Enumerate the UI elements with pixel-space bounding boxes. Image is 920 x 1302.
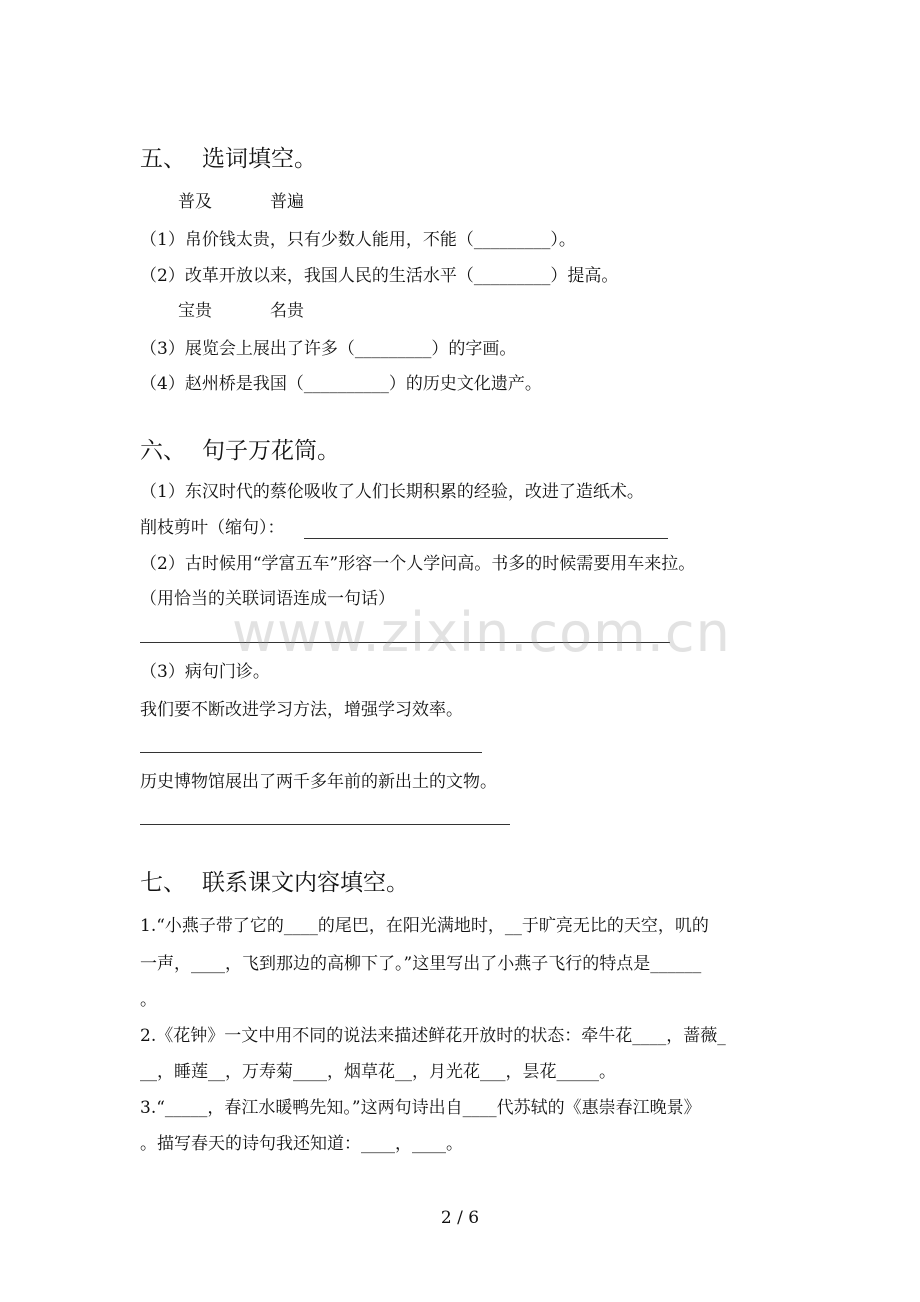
s6-question-1: （1）东汉时代的蔡伦吸收了人们长期积累的经验，改进了造纸术。: [140, 482, 644, 502]
word-choice-2a: 宝贵: [178, 301, 212, 321]
answer-line-3: [140, 752, 482, 753]
s7-q2-line-1: 2.《花钟》一文中用不同的说法来描述鲜花开放时的状态：牵牛花____，蔷薇_: [140, 1026, 726, 1046]
s7-q3-line-1: 3.“_____，春江水暖鸭先知。”这两句诗出自____代苏轼的《惠崇春江晚景》: [140, 1098, 701, 1118]
word-choice-2b: 名贵: [270, 301, 304, 321]
s6-question-2-note: （用恰当的关联词语连成一句话）: [140, 589, 395, 609]
s6-sentence-1: 我们要不断改进学习方法，增强学习效率。: [140, 700, 463, 720]
s6-question-3: （3）病句门诊。: [140, 662, 270, 682]
s7-q3-line-2: 。描写春天的诗句我还知道：____，____。: [140, 1134, 463, 1154]
s5-question-2: （2）改革开放以来，我国人民的生活水平（_________）提高。: [140, 266, 619, 286]
word-choice-1a: 普及: [178, 192, 212, 212]
s7-q1-line-3: 。: [140, 990, 157, 1010]
s6-question-1-prompt: 削枝剪叶（缩句）：: [140, 518, 285, 538]
answer-line-1: [304, 538, 668, 539]
section-5-heading: [140, 144, 317, 174]
s5-question-3: （3）展览会上展出了许多（_________）的字画。: [140, 339, 517, 359]
section-7-heading: [140, 868, 409, 898]
s7-q2-line-2: __，睡莲__，万寿菊____，烟草花__，月光花___，昙花_____。: [140, 1062, 616, 1082]
page-number: 2 / 6: [440, 1208, 480, 1228]
word-choice-1b: 普遍: [270, 192, 304, 212]
watermark: www.zixin.com.cn: [232, 601, 731, 664]
s5-question-1: （1）帛价钱太贵，只有少数人能用，不能（_________）。: [140, 230, 576, 250]
s6-sentence-2: 历史博物馆展出了两千多年前的新出土的文物。: [140, 772, 497, 792]
s5-question-4: （4）赵州桥是我国（__________）的历史文化遗产。: [140, 374, 542, 394]
section-6-heading: [140, 436, 340, 466]
section-5-number: 五、: [140, 146, 186, 172]
s7-q1-line-1: 1.“小燕子带了它的____的尾巴，在阳光满地时，__于旷亮无比的天空，叽的: [140, 916, 709, 936]
section-6-title: 句子万花筒。: [202, 438, 340, 464]
section-7-title: 联系课文内容填空。: [202, 870, 409, 896]
section-6-number: 六、: [140, 438, 186, 464]
answer-line-4: [140, 824, 510, 825]
section-7-number: 七、: [140, 870, 186, 896]
s7-q1-line-2: 一声，____，飞到那边的高柳下了。”这里写出了小燕子飞行的特点是______: [140, 954, 702, 974]
s6-question-2: （2）古时候用“学富五车”形容一个人学问高。书多的时候需要用车来拉。: [140, 554, 696, 574]
section-5-title: 选词填空。: [202, 146, 317, 172]
